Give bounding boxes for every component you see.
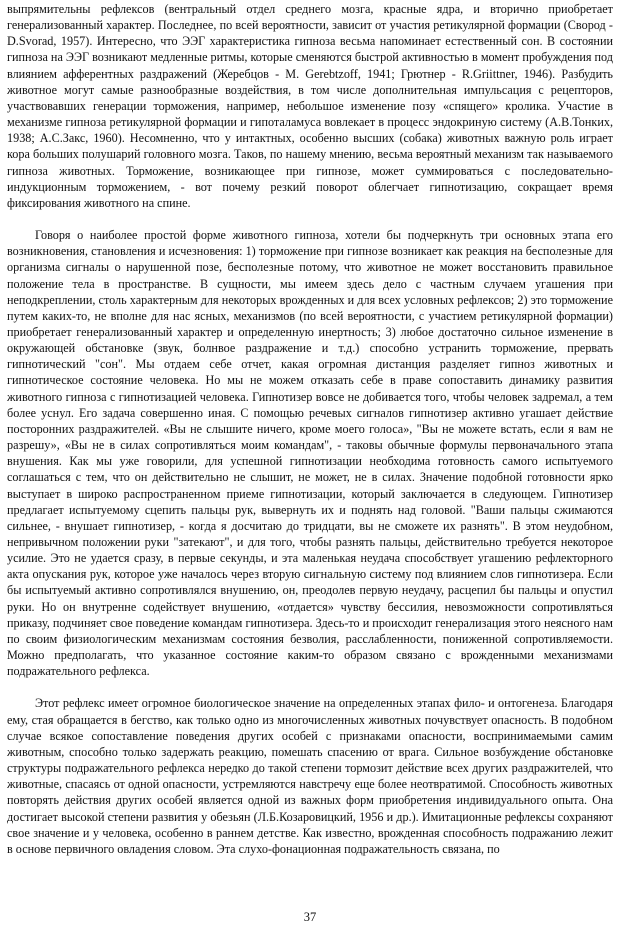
- paragraph-3: Этот рефлекс имеет огромное биологическое значение на определенных этапах фило- и онтогенеза. Благодаря ему, стая обращается в бегство, как только одно из многочисленных животных почувствует опасность. В подобном случае всякое сопоставление поведения других особей с признаками опасности, воспринимаемыми самим животным, способно только задержать реакцию, помешать спасению от врага. Сильное возбуждение обстановке структуры подражательного рефлекса нередко до такой степени тормозит действие всех других раздражителей, что животные, спасаясь от одной опасности, устремляются навстречу еще более неотвратимой. Способность животных повторять действия других особей является одной из важных форм приобретения индивидуального опыта. Она достигает высокой степени развития у обезьян (Л.Б.Козаровицкий, 1956 и др.). Имитационные рефлексы сохраняют свое значение и у человека, особенно в раннем детстве. Как известно, врожденная способность подражанию лежит в основе первичного овладения словом. Эта слухо-фонационная подражательность связана, по: [7, 696, 613, 856]
- paragraph-1: выпрямительны рефлексов (вентральный отдел среднего мозга, красные ядра, и вторично приобретает генерализованный характер. Последнее, по всей вероятности, зависит от участия ретикулярной формации (Свород - D.Svorad, 1957). Интересно, что ЭЭГ характеристика гипноза весьма напоминает естественный сон. В состоянии гипноза на ЭЭГ возникают медленные ритмы, которые сменяются быстрой активностью в момент пробуждения под влиянием афферентных раздражений (Жеребцов - M. Gerebtzoff, 1941; Грютнер - R.Griittner, 1946). Разбудить животное могут самые разнообразные воздействия, в том числе дополнительная импульсация с рецепторов, участвовавших генерации торможения, например, небольшое изменение позу «спящего» кролика. Участие в механизме гипноза ретикулярной формации и гипоталамуса вовлекает в процесс эндокриную систему (А.В.Тонких, 1938; А.С.Закс, 1960). Несомненно, что у интактных, особенно высших (собака) животных важную роль играет кора больших полушарий головного мозга. Таков, по нашему мнению, весьма вероятный механизм так называемого гипноза животных. Торможение, возникающее при гипнозе, может суммироваться с последовательно-индукционным торможением, - вот почему резкий поворот облегчает гипнотизацию, сокращает время фиксирования животного на спине.: [7, 2, 613, 210]
- document-page: [7, 1, 613, 857]
- page-number: 37: [303, 910, 317, 924]
- paragraph-2: Говоря о наиболее простой форме животного гипноза, хотели бы подчеркнуть три основных этапа его возникновения, становления и исчезновения: 1) торможение при гипнозе возникает как реакция на бесполезные для организма сигналы о нарушенной позе, бесполезные потому, что животное не может восстановить правильное положение тела в пространстве. В сущности, мы имеем здесь дело с частным случаем угашения при неподкреплении, столь характерным для некоторых врожденных и для всех условных рефлексов; 2) это торможение путем каких-то, не вполне для нас ясных, механизмов (по всей вероятности, с участием ретикулярной формации) приобретает генерализованный характер и определенную инертность; 3) любое достаточно сильное изменение в окружающей обстановке (звук, болнвое раздражение и т.д.) способно устранить торможение, прервать гипнотический "сон". Мы отдаем себе отчет, какая огромная дистанция разделяет гипноз животных и гипнотическое состояние человека. Но мы не можем отказать себе в праве сопоставить динамику развития животного гипноза с гипнотизацией человека. Гипнотизер вовсе не добивается того, чтобы человек задремал, а тем более уснул. Его задача совершенно иная. С помощью речевых сигналов гипнотизер активно угашает действие посторонних раздражителей. «Вы не слышите ничего, кроме моего голоса», "Вы не можете встать, если я вам не разрешу», «Вы не в силах сопротивляться моим командам", - таковы обычные формулы первоначального этапа внушения. Как мы уже говорили, для успешной гипнотизации необходима готовность самого испытуемого соглашаться с тем, что он действительно не слышит, не может, не в силах. Значение подобной готовности ярко выступает в широко распространенном приеме гипнотизации, который заключается в следующем. Гипнотизер предлагает испытуемому сцепить пальцы рук, вывернуть их и поднять над головой. "Ваши пальцы сжимаются сильнее, - внушает гипнотизер, - когда я досчитаю до тридцати, вы не сможете их разнять". В этом неудобном, непривычном положении руки "затекают", и для того, чтобы разнять пальцы, действительно требуется некоторое усилие. Это не удается сразу, в первые секунды, и эта маленькая неудача способствует угашению рефлекторного акта опускания рук, которое уже началось через вторую сигнальную систему под влиянием слов гипнотизера. Если бы испытуемый активно сопротивлялся внушению, он, преодолев первую неудачу, расцепил бы пальцы и опустил руки. Но он внутренне содействует внушению, «отдается» чувству бессилия, невозможности сопротивляться приказу, подчиняет свое поведение командам гипнотизера. Здесь-то и происходит генерализация этого неясного нам по своим физиологическим механизмам состояния безволия, расслабленности, пониженной сопротивляемости. Можно предполагать, что указанное состояние каким-то образом связано с врожденными механизмами подражательного рефлекса.: [7, 228, 613, 679]
